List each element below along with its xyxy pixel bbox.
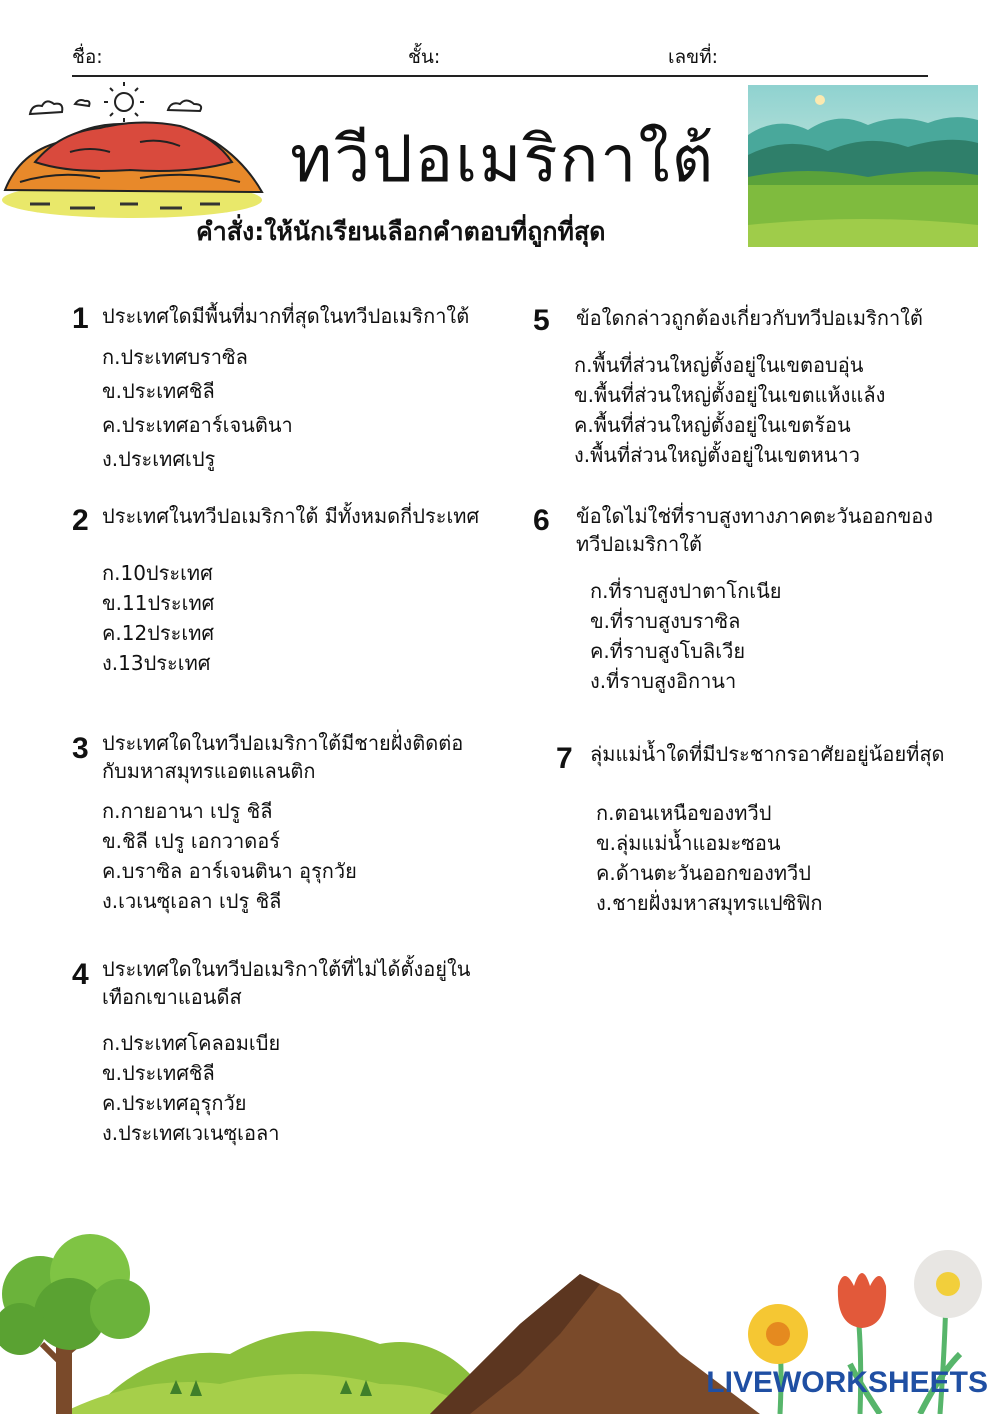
option[interactable]: ง.ประเทศเปรู	[102, 447, 216, 471]
liveworksheets-logo: LIVEWORKSHEETS	[706, 1366, 988, 1399]
question-6-options	[590, 576, 782, 696]
option[interactable]: ค.บราซิล อาร์เจนตินา อุรุกวัย	[102, 859, 357, 883]
page-title: ทวีปอเมริกาใต้	[290, 123, 716, 197]
option[interactable]: ค.ประเทศอุรุกวัย	[102, 1091, 247, 1115]
question-5-text: ข้อใดกล่าวถูกต้องเกี่ยวกับทวีปอเมริกาใต้	[576, 306, 923, 330]
option[interactable]: ก.ตอนเหนือของทวีป	[596, 801, 772, 825]
class-label: ชั้น:	[408, 46, 441, 68]
option[interactable]: ก.พื้นที่ส่วนใหญ่ตั้งอยู่ในเขตอบอุ่น	[574, 353, 864, 377]
option[interactable]: ง.ที่ราบสูงอิกานา	[590, 669, 737, 693]
option[interactable]: ง.พื้นที่ส่วนใหญ่ตั้งอยู่ในเขตหนาว	[574, 443, 860, 467]
option[interactable]: ข.11ประเทศ	[102, 591, 215, 615]
question-3-options	[102, 796, 357, 916]
option[interactable]: ข.พื้นที่ส่วนใหญ่ตั้งอยู่ในเขตแห้งแล้ง	[574, 383, 886, 407]
question-6-number: 6	[533, 504, 550, 537]
question-4-text: ประเทศใดในทวีปอเมริกาใต้ที่ไม่ได้ตั้งอยู่ใน เทือกเขาแอนดีส	[102, 957, 471, 1009]
option[interactable]: ก.ที่ราบสูงปาตาโกเนีย	[590, 579, 782, 603]
name-label: ชื่อ:	[72, 46, 103, 68]
option[interactable]: ก.ประเทศโคลอมเบีย	[102, 1031, 281, 1055]
question-1-text: ประเทศใดมีพื้นที่มากที่สุดในทวีปอเมริกาใต้	[102, 304, 470, 328]
option[interactable]: ง.ชายฝั่งมหาสมุทรแปซิฟิก	[596, 891, 823, 915]
option[interactable]: ข.ลุ่มแม่น้ำแอมะซอน	[596, 831, 781, 855]
option[interactable]: ข.ประเทศชิลี	[102, 1061, 215, 1085]
question-2-text: ประเทศในทวีปอเมริกาใต้ มีทั้งหมดกี่ประเทศ	[102, 504, 480, 528]
option[interactable]: ค.ด้านตะวันออกของทวีป	[596, 861, 811, 885]
option[interactable]: ง.เวเนซุเอลา เปรู ชิลี	[102, 889, 282, 913]
option[interactable]: ก.10ประเทศ	[102, 561, 213, 585]
number-label: เลขที่:	[668, 46, 719, 68]
question-4-options	[102, 1028, 280, 1148]
question-7-number: 7	[556, 742, 573, 775]
option[interactable]: ก.ประเทศบราซิล	[102, 345, 248, 369]
option[interactable]: ง.ประเทศเวเนซุเอลา	[102, 1121, 280, 1145]
question-3-text: ประเทศใดในทวีปอเมริกาใต้มีชายฝั่งติดต่อ กับมหาสมุทรแอตแลนติก	[102, 731, 464, 783]
option[interactable]: ง.13ประเทศ	[102, 651, 211, 675]
option[interactable]: ค.12ประเทศ	[102, 621, 215, 645]
question-4-number: 4	[72, 958, 89, 991]
option[interactable]: ข.ชิลี เปรู เอกวาดอร์	[102, 829, 281, 853]
question-2-number: 2	[72, 504, 89, 537]
question-1-options	[102, 342, 293, 474]
option[interactable]: ค.ประเทศอาร์เจนตินา	[102, 413, 293, 437]
question-2-options	[102, 558, 214, 678]
question-7-text: ลุ่มแม่น้ำใดที่มีประชากรอาศัยอยู่น้อยที่สุด	[590, 742, 945, 766]
question-5-options	[574, 350, 885, 470]
option[interactable]: ข.ที่ราบสูงบราซิล	[590, 609, 741, 633]
header-underline	[72, 75, 928, 77]
question-6-text: ข้อใดไม่ใช่ที่ราบสูงทางภาคตะวันออกของ ทวีปอเมริกาใต้	[576, 504, 934, 556]
rock-mountain-illustration	[0, 82, 270, 222]
question-3-number: 3	[72, 732, 89, 765]
option[interactable]: ก.กายอานา เปรู ชิลี	[102, 799, 273, 823]
landscape-picture	[748, 85, 978, 247]
question-1-number: 1	[72, 302, 89, 335]
question-5-number: 5	[533, 304, 550, 337]
option[interactable]: ข.ประเทศชิลี	[102, 379, 215, 403]
option[interactable]: ค.พื้นที่ส่วนใหญ่ตั้งอยู่ในเขตร้อน	[574, 413, 851, 437]
option[interactable]: ค.ที่ราบสูงโบลิเวีย	[590, 639, 746, 663]
instruction-text: คำสั่ง:ให้นักเรียนเลือกคำตอบที่ถูกที่สุด	[196, 217, 606, 246]
question-7-options	[596, 798, 822, 918]
